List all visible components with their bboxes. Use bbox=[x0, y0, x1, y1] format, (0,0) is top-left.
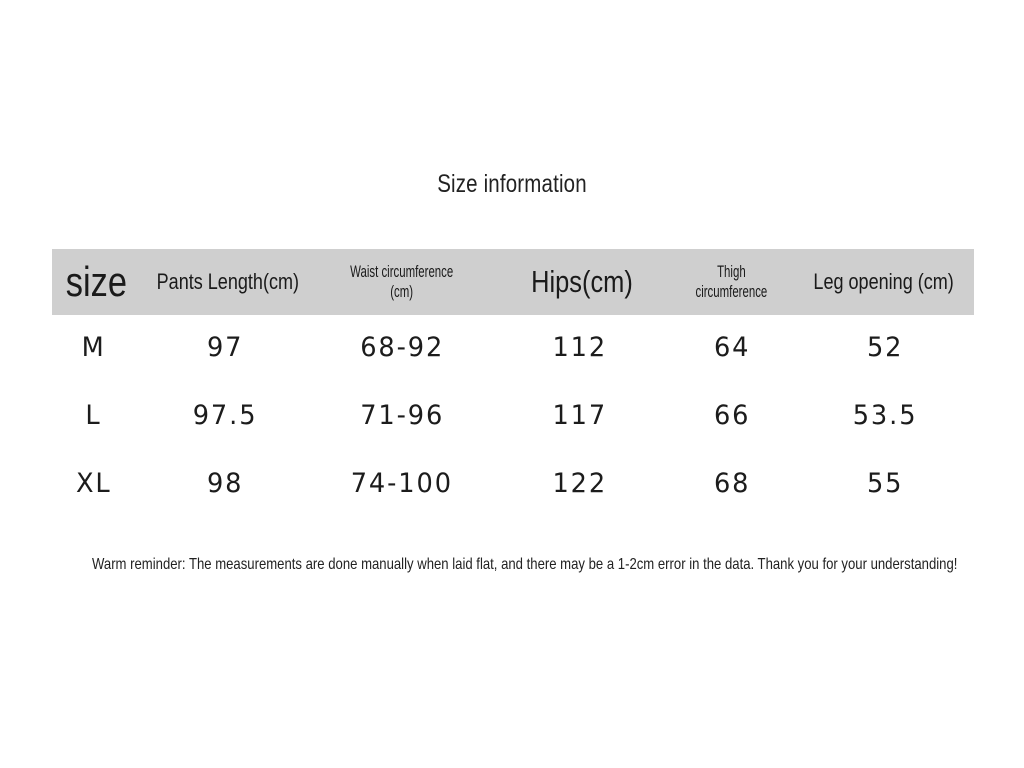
cell-waist-m bbox=[316, 327, 488, 367]
header-thigh-circumference bbox=[676, 249, 786, 315]
header-leg-opening-label: Leg opening (cm) bbox=[813, 269, 955, 295]
cell-size-xl bbox=[52, 463, 136, 503]
header-thigh-line-2: circumference bbox=[695, 282, 767, 301]
cell-thigh-m-text: 64 bbox=[713, 331, 751, 363]
cell-hips-xl-text: 122 bbox=[552, 467, 608, 499]
header-waist-circumference-label bbox=[339, 262, 465, 301]
cell-hips-l bbox=[488, 395, 672, 435]
cell-leg-opening-xl-text: 55 bbox=[866, 467, 904, 499]
header-pants-length bbox=[140, 249, 316, 315]
cell-leg-opening-xl bbox=[786, 463, 984, 503]
cell-hips-l-text: 117 bbox=[552, 399, 608, 431]
header-thigh-circumference-label bbox=[687, 262, 775, 301]
header-hips-label: Hips(cm) bbox=[531, 264, 633, 300]
header-thigh-line-1: Thigh bbox=[716, 262, 746, 282]
header-waist-line-1: Waist circumference bbox=[350, 262, 454, 282]
header-leg-opening bbox=[786, 249, 982, 315]
cell-waist-l-text: 71-96 bbox=[359, 399, 445, 431]
cell-waist-l bbox=[316, 395, 488, 435]
size-information-title: Size information bbox=[437, 170, 587, 198]
cell-leg-opening-m bbox=[786, 327, 984, 367]
cell-thigh-xl-text: 68 bbox=[713, 467, 751, 499]
cell-size-l bbox=[52, 395, 136, 435]
header-pants-length-label: Pants Length(cm) bbox=[156, 269, 300, 295]
cell-thigh-m bbox=[676, 327, 788, 367]
cell-waist-xl-text: 74-100 bbox=[350, 467, 454, 499]
cell-size-l-text: L bbox=[85, 399, 103, 431]
cell-leg-opening-l bbox=[786, 395, 984, 435]
cell-leg-opening-m-text: 52 bbox=[866, 331, 904, 363]
cell-leg-opening-l-text: 53.5 bbox=[852, 399, 918, 431]
cell-pants-length-l-text: 97.5 bbox=[192, 399, 258, 431]
cell-size-m bbox=[52, 327, 136, 367]
header-waist-circumference bbox=[316, 249, 488, 315]
cell-thigh-xl bbox=[676, 463, 788, 503]
cell-waist-xl bbox=[316, 463, 488, 503]
cell-pants-length-xl bbox=[140, 463, 310, 503]
cell-thigh-l-text: 66 bbox=[713, 399, 751, 431]
cell-waist-m-text: 68-92 bbox=[359, 331, 445, 363]
cell-size-m-text: M bbox=[81, 331, 107, 363]
cell-pants-length-m bbox=[140, 327, 310, 367]
cell-pants-length-xl-text: 98 bbox=[206, 467, 244, 499]
cell-thigh-l bbox=[676, 395, 788, 435]
cell-pants-length-m-text: 97 bbox=[206, 331, 244, 363]
cell-hips-xl bbox=[488, 463, 672, 503]
warm-reminder-note: Warm reminder: The measurements are done manually when laid flat, and there may be a 1-2cm error in the data. Thank you for your understanding! bbox=[92, 556, 958, 573]
cell-hips-m bbox=[488, 327, 672, 367]
cell-size-xl-text: XL bbox=[76, 467, 112, 499]
header-size bbox=[52, 249, 140, 315]
cell-hips-m-text: 112 bbox=[552, 331, 608, 363]
cell-pants-length-l bbox=[140, 395, 310, 435]
header-hips bbox=[488, 249, 676, 315]
header-waist-line-2: (cm) bbox=[390, 282, 414, 301]
header-size-label: size bbox=[65, 257, 127, 305]
